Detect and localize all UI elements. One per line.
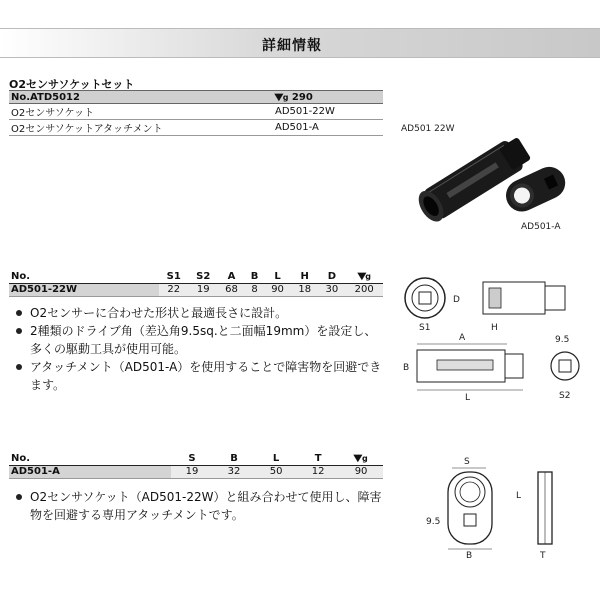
features-socket	[12, 304, 382, 394]
spec-no: AD501‐A	[9, 465, 171, 478]
features-attachment	[12, 488, 392, 524]
spec-a: 68	[218, 283, 245, 296]
col-b: B	[245, 270, 264, 283]
spec-weight: 90	[339, 465, 383, 478]
col-d: D	[318, 270, 345, 283]
list-item: 2種類のドライブ角（差込角9.5sq.と二面幅19mm）を設定し、多くの駆動工具が使用可能。	[12, 322, 382, 358]
spec-no: AD501-22W	[9, 283, 159, 296]
spec-l: 90	[264, 283, 291, 296]
dim-b: B	[466, 551, 473, 561]
dim-b: B	[403, 363, 410, 373]
spec-header-row	[9, 270, 383, 283]
dim-s2: S2	[559, 391, 571, 401]
spec-b: 8	[245, 283, 264, 296]
attachment-dimension-diagram	[420, 452, 590, 562]
spec-table-attachment	[9, 452, 383, 479]
dim-s: S	[464, 457, 470, 467]
spec-weight: 200	[345, 283, 383, 296]
section-header	[0, 28, 600, 58]
spec-s1: 22	[159, 283, 188, 296]
spec-d: 30	[318, 283, 345, 296]
attachment-label: AD501-A	[521, 222, 561, 232]
col-s: S	[171, 452, 213, 465]
spec-t: 12	[297, 465, 339, 478]
table-row	[9, 104, 383, 120]
table-row	[9, 120, 383, 136]
set-table-header	[9, 91, 383, 104]
dim-l: L	[516, 491, 522, 501]
col-s2: S2	[188, 270, 217, 283]
socket-dimension-diagram	[395, 268, 595, 418]
product-image	[395, 110, 595, 240]
weight-icon: ▼	[274, 91, 284, 103]
item-name: O2センサソケット	[9, 104, 273, 120]
item-code: AD501-22W	[273, 104, 383, 120]
col-weight: ▼g	[339, 452, 383, 465]
list-item: O2センサーに合わせた形状と最適長さに設計。	[12, 304, 382, 322]
dim-s1: S1	[419, 323, 431, 333]
dim-d: D	[453, 295, 460, 305]
col-h: H	[291, 270, 318, 283]
item-name: O2センサソケットアタッチメント	[9, 120, 273, 136]
dim-9-5: 9.5	[426, 517, 441, 527]
spec-b: 32	[213, 465, 255, 478]
spec-h: 18	[291, 283, 318, 296]
dim-9-5: 9.5	[555, 335, 570, 345]
col-b: B	[213, 452, 255, 465]
spec-l: 50	[255, 465, 297, 478]
spec-s2: 19	[188, 283, 217, 296]
col-l: L	[264, 270, 291, 283]
section-title: 詳細情報	[262, 38, 322, 54]
weight-icon: ▼	[356, 270, 366, 282]
set-table	[9, 90, 383, 136]
dim-l: L	[465, 393, 471, 403]
dim-h: H	[491, 323, 498, 333]
table-row	[9, 465, 383, 478]
spec-header-row	[9, 452, 383, 465]
set-number: No.ATD5012	[9, 91, 273, 104]
dim-a: A	[459, 333, 466, 343]
col-a: A	[218, 270, 245, 283]
list-item: アタッチメント（AD501‐A）を使用することで障害物を回避できます。	[12, 358, 382, 394]
weight-icon: ▼	[353, 452, 363, 464]
list-item: O2センサソケット（AD501-22W）と組み合わせて使用し、障害物を回避する専用アタッチメントです。	[12, 488, 392, 524]
set-weight-cell: ▼g 290	[273, 91, 383, 104]
col-t: T	[297, 452, 339, 465]
dim-t: T	[540, 551, 546, 561]
col-s1: S1	[159, 270, 188, 283]
socket-photo	[395, 110, 595, 240]
col-l: L	[255, 452, 297, 465]
table-row	[9, 283, 383, 296]
item-code: AD501-A	[273, 120, 383, 136]
set-weight: 290	[291, 91, 313, 103]
col-no: No.	[9, 270, 159, 283]
set-title: O2センサソケットセット	[9, 78, 135, 91]
col-no: No.	[9, 452, 171, 465]
spec-s: 19	[171, 465, 213, 478]
spec-table-socket	[9, 270, 383, 297]
col-weight: ▼g	[345, 270, 383, 283]
socket-label: AD501 22W	[401, 124, 455, 134]
